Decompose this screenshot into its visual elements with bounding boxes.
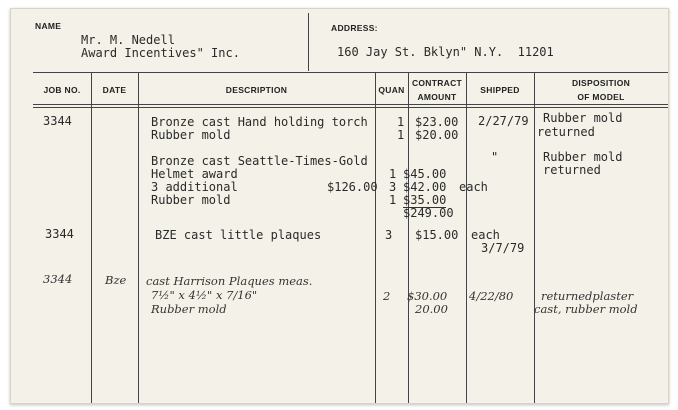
shipped-date: 2/27/79 <box>478 114 529 128</box>
disposition-line: Rubber mold <box>543 111 623 125</box>
description-line: Rubber mold <box>151 128 231 142</box>
quantity: 1 <box>397 115 405 129</box>
customer-company: Award Incentives" Inc. <box>81 46 240 60</box>
address-label: ADDRESS: <box>331 23 378 33</box>
contract-amount: $30.00 <box>407 289 448 303</box>
description-subtotal: $126.00 <box>327 180 378 194</box>
shipped-date: 3/7/79 <box>481 241 525 255</box>
col-divider-5 <box>466 72 467 403</box>
disposition-line: returned <box>543 163 601 177</box>
index-card <box>10 8 669 404</box>
quantity: 2 <box>383 289 391 303</box>
col-header-shipped: SHIPPED <box>480 85 520 95</box>
disposition-line: cast, rubber mold <box>534 302 638 316</box>
header-divider <box>308 13 309 71</box>
contract-amount: $23.00 <box>415 115 459 129</box>
col-header-quan: QUAN <box>378 85 405 95</box>
description-line: Rubber mold <box>151 193 231 207</box>
description-line: cast Harrison Plaques meas. <box>146 274 313 288</box>
disposition-line: returnedplaster <box>541 289 634 303</box>
col-header-amount: AMOUNT <box>417 92 457 102</box>
disposition-line: Rubber mold <box>543 150 623 164</box>
col-divider-4 <box>408 72 409 403</box>
table-header-rule-2 <box>33 107 668 108</box>
col-header-of-model: OF MODEL <box>577 92 625 102</box>
col-divider-6 <box>534 72 535 403</box>
contract-amount: $20.00 <box>415 128 459 142</box>
contract-amount: 20.00 <box>415 302 448 316</box>
description-line: Helmet award <box>151 167 238 181</box>
quantity: 3 <box>389 180 397 194</box>
quantity: 1 <box>389 193 397 207</box>
quantity: 1 <box>389 167 397 181</box>
customer-address: 160 Jay St. Bklyn" N.Y. 11201 <box>337 45 554 59</box>
contract-total: $249.00 <box>403 206 454 220</box>
col-divider-2 <box>138 72 139 403</box>
contract-amount: $15.00 <box>415 228 459 242</box>
col-divider-3 <box>375 72 376 403</box>
table-top-rule <box>33 72 668 73</box>
col-header-description: DESCRIPTION <box>225 85 288 95</box>
contract-amount: $42.00 <box>403 180 447 194</box>
col-header-job-no: JOB NO. <box>43 85 81 95</box>
job-number: 3344 <box>43 114 72 128</box>
description-line: Bronze cast Hand holding torch <box>151 115 368 129</box>
customer-name: Mr. M. Nedell <box>81 33 175 47</box>
name-label: NAME <box>35 21 62 31</box>
contract-amount: $45.00 <box>403 167 447 181</box>
shipped-date: 4/22/80 <box>469 289 514 303</box>
table-header-rule-1 <box>33 104 668 105</box>
contract-amount: $35.00 <box>403 193 447 207</box>
description-line: Bronze cast Seattle-Times-Gold <box>151 154 368 168</box>
shipped-note: each <box>471 228 500 242</box>
col-header-date: DATE <box>102 85 127 95</box>
job-number: 3344 <box>43 272 73 286</box>
col-header-disposition: DISPOSITION <box>571 78 631 88</box>
description-line: 3 additional <box>151 180 238 194</box>
disposition-line: returned <box>537 125 595 139</box>
job-number: 3344 <box>45 227 74 241</box>
description-line: Rubber mold <box>151 302 227 316</box>
col-header-contract: CONTRACT <box>411 78 463 88</box>
col-divider-1 <box>91 72 92 403</box>
ditto-mark: " <box>491 150 499 164</box>
contract-amount-note: each <box>459 180 488 194</box>
quantity: 3 <box>385 228 393 242</box>
description-line: BZE cast little plaques <box>155 228 322 242</box>
description-line: 7½" x 4½" x 7/16" <box>151 288 258 302</box>
quantity: 1 <box>397 128 405 142</box>
entry-date: Bze <box>105 273 127 287</box>
